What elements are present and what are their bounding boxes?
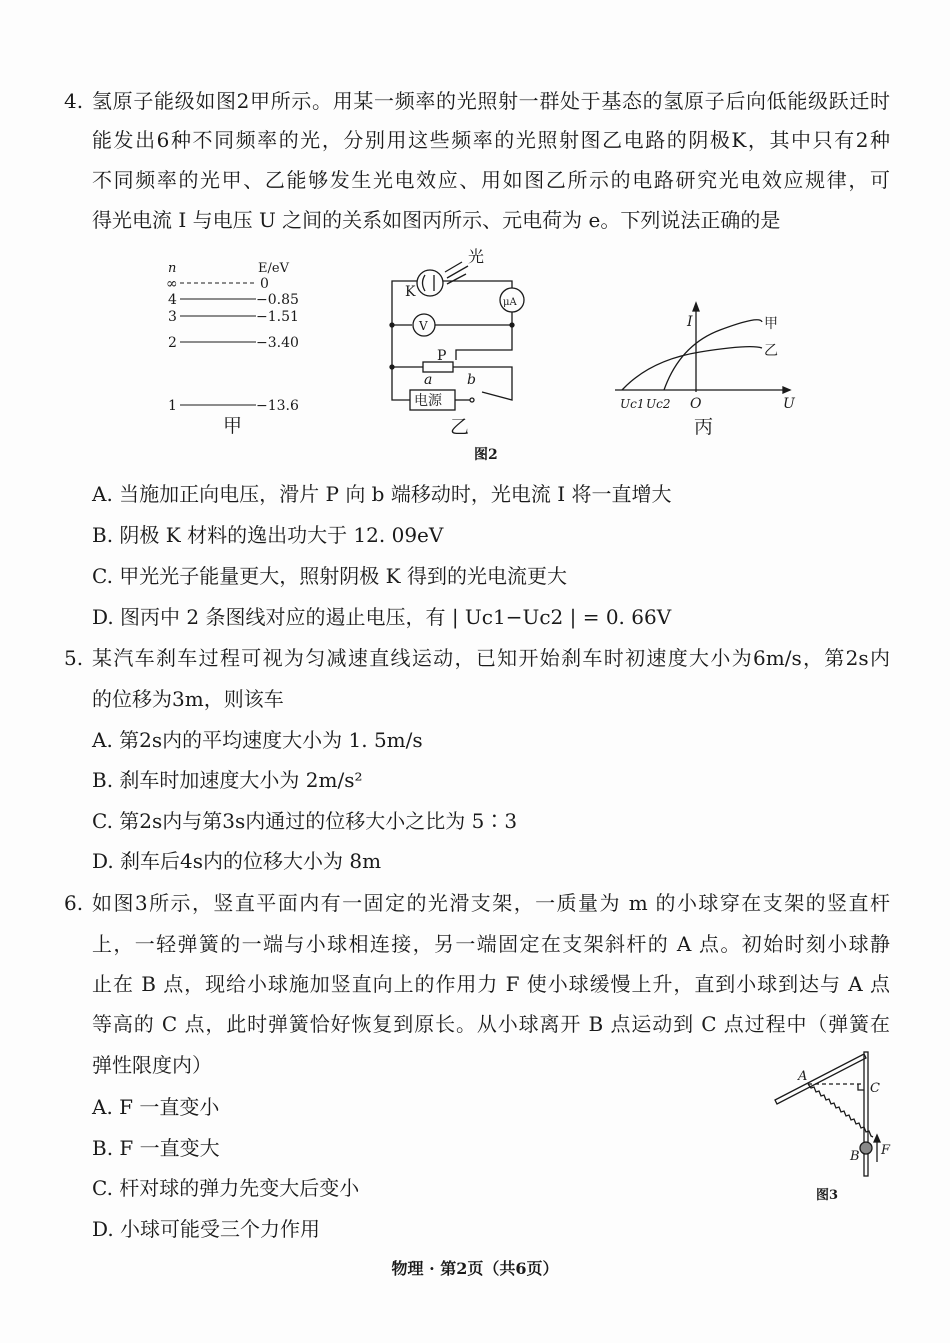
q6-line: 等高的 C 点，此时弹簧恰好恢复到原长。从小球离开 B 点运动到 C 点过程中（弹簧在 [92,1012,890,1036]
uc2-label: Uc2 [646,397,671,411]
vertical-rod [864,1052,868,1176]
q4-option-c: C. 甲光光子能量更大，照射阴极 K 得到的光电流更大 [92,564,567,588]
iu-graph [615,303,796,438]
level-n: ∞ [166,276,178,292]
point-b-label: B [850,1149,860,1164]
curve-yi [622,347,762,390]
n-label: n [168,261,177,276]
level-e: −0.85 [256,292,299,308]
x-axis-label: U [783,396,795,412]
end-b-label: b [467,372,476,388]
q5-option-a: A. 第2s内的平均速度大小为 1. 5m/s [92,728,423,752]
q5-option-c: C. 第2s内与第3s内通过的位移大小之比为 5∶3 [92,809,518,833]
q4-option-d: D. 图丙中 2 条图线对应的遏止电压，有 | Uc1−Uc2 | = 0. 66V [92,605,672,629]
q4-line: 氢原子能级如图2甲所示。用某一频率的光照射一群处于基态的氢原子后向低能级跃迁时 [92,89,890,113]
level-n: 1 [168,398,177,414]
circuit-diagram [390,247,524,438]
series-label-jia: 甲 [764,316,778,332]
level-e: −1.51 [256,309,299,325]
q4-line: 得光电流 I 与电压 U 之间的关系如图丙所示、元电荷为 e。下列说法正确的是 [92,208,781,232]
voltmeter-label: V [419,319,428,333]
q6-line: 弹性限度内） [92,1053,212,1077]
level-n: 3 [168,309,177,325]
force-label: F [881,1143,891,1158]
series-label-yi: 乙 [764,343,778,359]
level-e: 0 [260,276,269,292]
q4-option-b: B. 阴极 K 材料的逸出功大于 12. 09eV [92,523,444,547]
q5-number: 5. [64,646,84,670]
q6-option-a: A. F 一直变小 [92,1095,220,1119]
end-a-label: a [424,372,433,388]
energy-level-diagram [166,261,299,437]
switch [470,398,474,402]
source-label: 电源 [414,393,442,409]
sub-label-yi: 乙 [450,416,470,438]
q6-option-b: B. F 一直变大 [92,1136,220,1160]
q5-line: 某汽车刹车过程可视为匀减速直线运动，已知开始刹车时初速度大小为6m/s，第2s内 [92,646,890,670]
figure-3-caption: 图3 [816,1188,839,1203]
q4-line: 不同频率的光甲、乙能够发生光电效应、用如图乙所示的电路研究光电效应规律，可 [92,168,890,192]
q6-number: 6. [64,891,84,915]
point-a-label: A [798,1069,808,1084]
q4-number: 4. [64,89,84,113]
q4-line: 能发出6种不同频率的光，分别用这些频率的光照射图乙电路的阴极K，其中只有2种 [92,128,890,152]
y-axis-label: I [687,314,693,330]
point-c-label: C [870,1081,880,1096]
ball [860,1142,872,1154]
spring [808,1084,873,1137]
cathode-label: K [405,284,416,300]
level-e: −13.6 [256,398,299,414]
phototube [417,270,443,296]
origin-label: O [690,396,702,412]
level-n: 2 [168,335,177,351]
figure-3 [760,1040,920,1210]
light-label: 光 [468,247,485,266]
page-footer: 物理 · 第2页（共6页） [391,1259,559,1278]
curve-jia [664,320,762,390]
q6-line: 如图3所示，竖直平面内有一固定的光滑支架，一质量为 m 的小球穿在支架的竖直杆 [92,891,890,915]
figure-2-caption: 图2 [474,447,498,463]
level-e: −3.40 [256,335,299,351]
ammeter-label: μA [503,297,517,308]
figure-2 [0,0,950,470]
q6-line: 上，一轻弹簧的一端与小球相连接，另一端固定在支架斜杆的 A 点。初始时刻小球静 [92,932,890,956]
sub-label-bing: 丙 [694,416,714,438]
slider-label: P [437,348,447,364]
q4-option-a: A. 当施加正向电压，滑片 P 向 b 端移动时，光电流 I 将一直增大 [92,482,672,506]
q6-option-d: D. 小球可能受三个力作用 [92,1217,321,1241]
q5-line: 的位移为3m，则该车 [92,687,284,711]
e-label: E/eV [258,261,289,276]
level-n: 4 [168,292,177,308]
q5-option-d: D. 刹车后4s内的位移大小为 8m [92,849,382,873]
uc1-label: Uc1 [620,397,645,411]
sub-label-jia: 甲 [223,415,243,437]
q6-line: 止在 B 点，现给小球施加竖直向上的作用力 F 使小球缓慢上升，直到小球到达与 A 点 [92,972,890,996]
q6-option-c: C. 杆对球的弹力先变大后变小 [92,1176,360,1200]
q5-option-b: B. 刹车时加速度大小为 2m/s² [92,768,363,792]
